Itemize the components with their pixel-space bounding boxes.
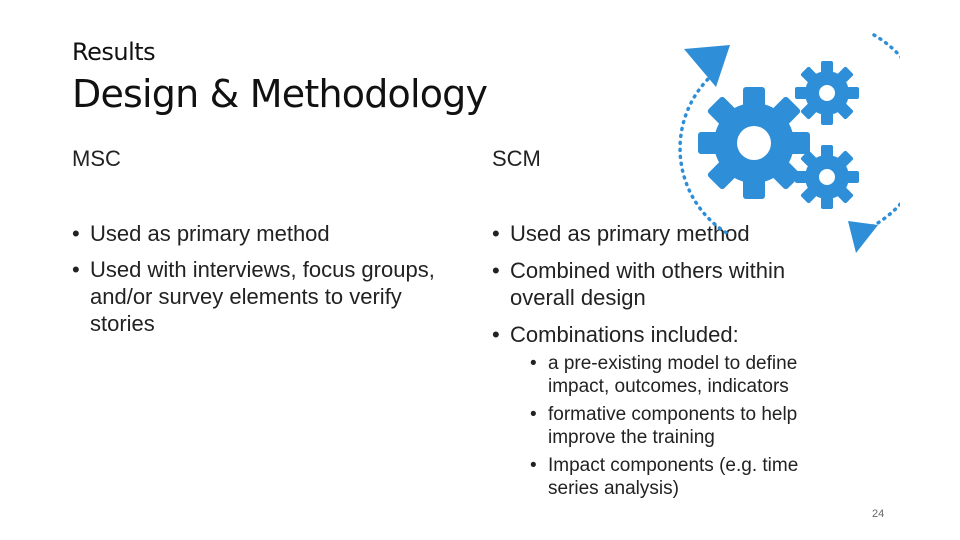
small-gear-bottom-icon <box>795 145 859 209</box>
msc-bullet-list <box>72 220 472 347</box>
scm-bullet: • Used as primary method <box>492 220 872 247</box>
msc-bullet: • Used as primary method <box>72 220 472 247</box>
column-heading-scm: SCM <box>492 146 541 171</box>
scm-sub-bullet: • Impact components (e.g. time series analysis) <box>530 454 848 500</box>
gears-cycle-icon <box>660 25 900 255</box>
scm-sub-bullet-list <box>530 352 860 505</box>
scm-sub-bullet: • formative components to help improve the training <box>530 403 848 449</box>
scm-bullet: • Combinations included: <box>492 321 872 348</box>
cycle-arc-right <box>865 35 900 230</box>
large-gear-icon <box>698 87 810 199</box>
scm-bullet: • Combined with others within overall design <box>492 257 855 311</box>
scm-sub-bullet: • a pre-existing model to define impact, outcomes, indicators <box>530 352 838 398</box>
msc-bullet: • Used with interviews, focus groups, and/or survey elements to verify stories <box>72 256 460 337</box>
slide-title: Design & Methodology <box>72 72 488 116</box>
section-label: Results <box>72 38 156 66</box>
arrow-head-bottom-icon <box>848 221 878 253</box>
page-number: 24 <box>872 508 885 520</box>
column-heading-msc: MSC <box>72 146 121 171</box>
small-gear-top-icon <box>795 61 859 125</box>
